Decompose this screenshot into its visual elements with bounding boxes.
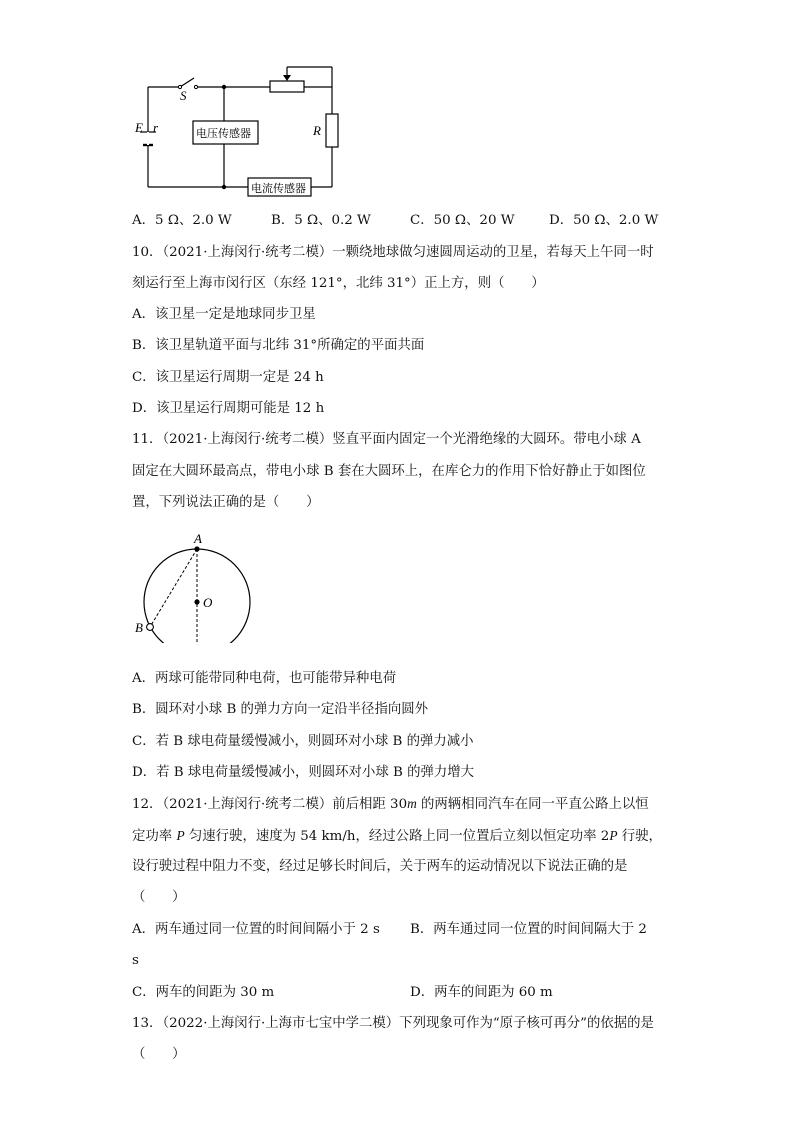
q11-option-a: A．两球可能带同种电荷，也可能带异种电荷 bbox=[132, 671, 397, 686]
ring-figure bbox=[130, 528, 260, 643]
q12-text: 匀速行驶，速度为 54 km/h，经过公路上同一位置后立刻以恒定功率 2 bbox=[184, 829, 610, 844]
q12-text: 行驶， bbox=[617, 829, 662, 844]
q12-option-d: D．两车的间距为 60 m bbox=[410, 985, 553, 1000]
q10-option-c: C．该卫星运行周期一定是 24 h bbox=[132, 370, 324, 385]
q9-option-b: B．5 Ω、0.2 W bbox=[271, 213, 371, 228]
q11-stem-line1: 11．（2021·上海闵行·统考二模）竖直平面内固定一个光滑绝缘的大圆环。带电小球 A bbox=[132, 432, 641, 447]
q9-option-c: C．50 Ω、20 W bbox=[410, 213, 515, 228]
unit-m: m bbox=[407, 796, 417, 811]
q11-option-b: B．圆环对小球 B 的弹力方向一定沿半径指向圆外 bbox=[132, 702, 429, 717]
q12-stem-line4: （ ） bbox=[132, 890, 186, 905]
q10-option-b: B．该卫星轨道平面与北纬 31°所确定的平面共面 bbox=[132, 338, 425, 353]
q10-stem-line2: 刻运行至上海市闵行区（东经 121°，北纬 31°）正上方，则（ ） bbox=[132, 276, 545, 291]
q12-stem-line2 bbox=[132, 826, 662, 847]
voltage-sensor-label: 电压传感器 bbox=[196, 127, 251, 140]
q13-stem-line1: 13．（2022·上海闵行·上海市七宝中学二模）下列现象可作为“原子核可再分”的依据的是 bbox=[132, 1016, 654, 1031]
q12-text: 定功率 bbox=[132, 829, 177, 844]
switch-label: S bbox=[180, 88, 187, 103]
q11-option-c: C．若 B 球电荷量缓慢减小，则圆环对小球 B 的弹力减小 bbox=[132, 734, 474, 749]
q10-option-d: D．该卫星运行周期可能是 12 h bbox=[132, 401, 325, 416]
power-symbol: P bbox=[609, 828, 618, 843]
q9-option-d: D．50 Ω、2.0 W bbox=[549, 213, 659, 228]
q11-stem-line3: 置，下列说法正确的是（ ） bbox=[132, 495, 320, 510]
current-sensor-label: 电流传感器 bbox=[251, 182, 306, 195]
q12-option-b-wrap: s bbox=[132, 953, 139, 968]
q10-stem-line1: 10．（2021·上海闵行·统考二模）一颗绕地球做匀速圆周运动的卫星，若每天上午同一时 bbox=[132, 245, 654, 260]
q9-option-a: A．5 Ω、2.0 W bbox=[132, 213, 232, 228]
power-symbol: P bbox=[176, 828, 185, 843]
q12-option-b: B．两车通过同一位置的时间间隔大于 2 bbox=[410, 922, 647, 937]
center-o-label: O bbox=[203, 595, 213, 610]
q10-option-a: A．该卫星一定是地球同步卫星 bbox=[132, 307, 316, 322]
point-b-label: B bbox=[135, 620, 143, 635]
q11-stem-line2: 固定在大圆环最高点，带电小球 B 套在大圆环上，在库仑力的作用下恰好静止于如图位 bbox=[132, 464, 646, 479]
internal-resistance-label: r bbox=[153, 120, 159, 135]
q12-text: 12．（2021·上海闵行·统考二模）前后相距 30 bbox=[132, 797, 408, 812]
q12-stem-line3: 设行驶过程中阻力不变，经过足够长时间后，关于两车的运动情况以下说法正确的是 bbox=[132, 859, 628, 874]
emf-label: E bbox=[135, 120, 143, 135]
resistor-label: R bbox=[313, 123, 321, 138]
q12-option-a: A．两车通过同一位置的时间间隔小于 2 s bbox=[132, 922, 380, 937]
circuit-diagram bbox=[130, 58, 350, 198]
q12-option-c: C．两车的间距为 30 m bbox=[132, 985, 275, 1000]
point-a-label: A bbox=[194, 531, 202, 546]
q12-stem-line1 bbox=[132, 794, 649, 815]
q12-text: 的两辆相同汽车在同一平直公路上以恒 bbox=[416, 797, 649, 812]
q13-stem-line2: （ ） bbox=[132, 1047, 186, 1062]
q11-option-d: D．若 B 球电荷量缓慢减小，则圆环对小球 B 的弹力增大 bbox=[132, 765, 475, 780]
